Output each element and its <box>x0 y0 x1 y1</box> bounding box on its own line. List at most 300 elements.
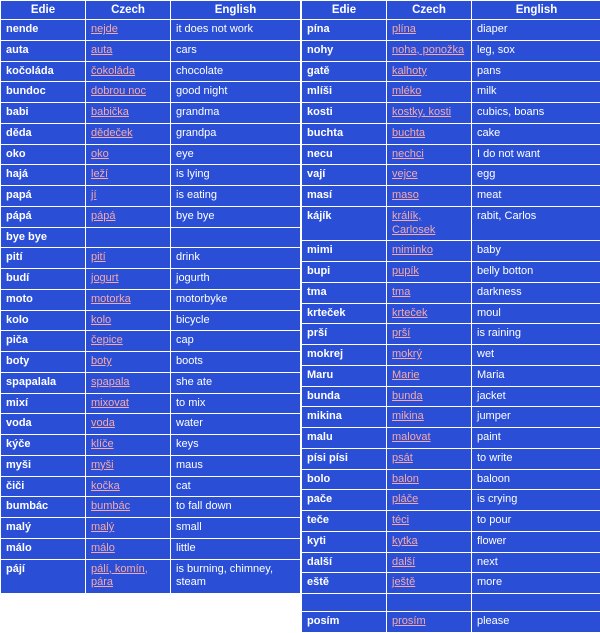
english-term: cubics, boans <box>477 106 544 118</box>
english-term: small <box>176 521 202 533</box>
czech-term: klíče <box>91 438 114 450</box>
cell-english <box>472 365 600 386</box>
column-header-czech: Czech <box>387 1 472 20</box>
table-row <box>302 448 600 469</box>
cell-edie: málo <box>1 538 86 559</box>
cell-english <box>472 241 600 262</box>
cell-edie: gatě <box>302 61 387 82</box>
cell-czech <box>86 103 171 124</box>
cell-czech <box>86 455 171 476</box>
table-row <box>302 82 600 103</box>
table-row <box>302 20 600 41</box>
cell-czech <box>86 331 171 352</box>
cell-edie: voda <box>1 414 86 435</box>
table-row <box>302 552 600 573</box>
czech-term: malovat <box>392 431 431 443</box>
table-row <box>1 455 301 476</box>
cell-czech <box>86 269 171 290</box>
table-row <box>1 559 301 594</box>
cell-czech <box>86 518 171 539</box>
english-term: little <box>176 542 196 554</box>
czech-term: Marie <box>392 369 420 381</box>
cell-edie: kájík <box>302 206 387 241</box>
right-table-body <box>302 20 600 633</box>
table-row <box>302 303 600 324</box>
table-row <box>302 365 600 386</box>
cell-edie: posím <box>302 612 387 633</box>
cell-english <box>472 490 600 511</box>
table-header-row <box>1 1 301 20</box>
cell-edie: papá <box>1 186 86 207</box>
cell-edie: prší <box>302 324 387 345</box>
table-row <box>1 476 301 497</box>
czech-term: králík, Carlosek <box>392 210 435 236</box>
cell-czech <box>387 262 472 283</box>
cell-edie: buchta <box>302 123 387 144</box>
czech-term: krteček <box>392 307 427 319</box>
cell-czech <box>387 365 472 386</box>
cell-czech <box>387 282 472 303</box>
english-term: is crying <box>477 493 517 505</box>
cell-edie: kosti <box>302 103 387 124</box>
cell-czech <box>387 20 472 41</box>
cell-czech <box>86 186 171 207</box>
cell-edie: hajá <box>1 165 86 186</box>
english-term: leg, sox <box>477 44 515 56</box>
cell-english <box>171 206 301 227</box>
cell-czech <box>387 165 472 186</box>
cell-english <box>171 82 301 103</box>
czech-term: plína <box>392 23 416 35</box>
table-row <box>1 144 301 165</box>
english-term: cars <box>176 44 197 56</box>
table-row <box>1 103 301 124</box>
cell-edie: eště <box>302 573 387 594</box>
table-row <box>1 269 301 290</box>
table-row <box>1 538 301 559</box>
table-row <box>1 352 301 373</box>
czech-term: motorka <box>91 293 131 305</box>
cell-english <box>171 372 301 393</box>
cell-czech <box>86 227 171 248</box>
cell-czech <box>86 559 171 594</box>
table-row <box>1 497 301 518</box>
cell-english <box>171 559 301 594</box>
cell-english <box>472 594 600 612</box>
table-row <box>302 206 600 241</box>
table-row <box>302 407 600 428</box>
cell-czech <box>387 448 472 469</box>
cell-english <box>171 393 301 414</box>
cell-edie: masí <box>302 186 387 207</box>
cell-czech <box>86 310 171 331</box>
czech-term: maso <box>392 189 419 201</box>
cell-edie: spapalala <box>1 372 86 393</box>
czech-term: další <box>392 556 415 568</box>
english-term: to mix <box>176 397 205 409</box>
czech-term: malý <box>91 521 114 533</box>
cell-edie: moto <box>1 289 86 310</box>
english-term: egg <box>477 168 495 180</box>
cell-czech <box>387 61 472 82</box>
cell-czech <box>387 144 472 165</box>
english-term: flower <box>477 535 506 547</box>
cell-czech <box>387 345 472 366</box>
czech-term: vejce <box>392 168 418 180</box>
cell-czech <box>387 531 472 552</box>
english-term: boots <box>176 355 203 367</box>
english-term: wet <box>477 348 494 360</box>
column-header-english: English <box>472 1 600 20</box>
cell-english <box>171 538 301 559</box>
table-row <box>302 573 600 594</box>
czech-term: čokoláda <box>91 65 135 77</box>
english-term: jumper <box>477 410 511 422</box>
czech-term: bumbác <box>91 500 130 512</box>
english-term: darkness <box>477 286 522 298</box>
cell-english <box>171 123 301 144</box>
cell-czech <box>86 497 171 518</box>
table-row <box>302 612 600 633</box>
czech-term: miminko <box>392 244 433 256</box>
english-term: pans <box>477 65 501 77</box>
cell-english <box>472 123 600 144</box>
cell-english <box>171 476 301 497</box>
table-row <box>1 82 301 103</box>
table-row <box>302 123 600 144</box>
cell-english <box>472 324 600 345</box>
english-term: belly botton <box>477 265 533 277</box>
czech-term: prosím <box>392 615 426 627</box>
english-term: to fall down <box>176 500 232 512</box>
cell-edie: písi písi <box>302 448 387 469</box>
cell-edie: tma <box>302 282 387 303</box>
table-row <box>302 324 600 345</box>
cell-edie: mimi <box>302 241 387 262</box>
cell-english <box>472 552 600 573</box>
english-term: keys <box>176 438 199 450</box>
cell-english <box>171 497 301 518</box>
czech-term: málo <box>91 542 115 554</box>
cell-czech <box>86 144 171 165</box>
cell-edie: pájí <box>1 559 86 594</box>
cell-english <box>171 352 301 373</box>
cell-edie: nende <box>1 20 86 41</box>
cell-english <box>472 531 600 552</box>
cell-czech <box>387 206 472 241</box>
english-term: chocolate <box>176 65 223 77</box>
english-term: she ate <box>176 376 212 388</box>
cell-english <box>472 407 600 428</box>
czech-term: ještě <box>392 576 415 588</box>
cell-czech <box>86 82 171 103</box>
cell-edie: boty <box>1 352 86 373</box>
cell-english <box>171 227 301 248</box>
czech-term: mléko <box>392 85 421 97</box>
english-term: cake <box>477 127 500 139</box>
table-row <box>1 20 301 41</box>
cell-english <box>472 144 600 165</box>
cell-czech <box>86 123 171 144</box>
cell-czech <box>387 241 472 262</box>
english-term: grandma <box>176 106 219 118</box>
english-term: I do not want <box>477 148 540 160</box>
english-term: it does not work <box>176 23 253 35</box>
table-row <box>302 144 600 165</box>
cell-edie: děda <box>1 123 86 144</box>
english-term: eye <box>176 148 194 160</box>
table-row <box>302 61 600 82</box>
cell-english <box>171 144 301 165</box>
english-term: to pour <box>477 514 511 526</box>
cell-english <box>171 40 301 61</box>
cell-czech <box>387 490 472 511</box>
czech-term: pití <box>91 251 106 263</box>
cell-english <box>171 103 301 124</box>
cell-english <box>472 303 600 324</box>
cell-czech <box>86 248 171 269</box>
cell-czech <box>86 20 171 41</box>
english-term: meat <box>477 189 501 201</box>
cell-czech <box>387 428 472 449</box>
cell-czech <box>86 435 171 456</box>
cell-edie: bupi <box>302 262 387 283</box>
cell-czech <box>387 386 472 407</box>
czech-term: dědeček <box>91 127 133 139</box>
cell-czech <box>86 414 171 435</box>
cell-english <box>472 448 600 469</box>
cell-czech <box>86 289 171 310</box>
cell-english <box>171 414 301 435</box>
cell-edie: pína <box>302 20 387 41</box>
czech-term: jogurt <box>91 272 119 284</box>
table-row <box>1 435 301 456</box>
column-header-edie: Edie <box>1 1 86 20</box>
cell-edie: čiči <box>1 476 86 497</box>
czech-term: psát <box>392 452 413 464</box>
cell-czech <box>387 324 472 345</box>
cell-english <box>171 331 301 352</box>
cell-english <box>472 612 600 633</box>
cell-edie: pače <box>302 490 387 511</box>
czech-term: balon <box>392 473 419 485</box>
cell-czech <box>387 40 472 61</box>
cell-czech <box>387 469 472 490</box>
english-term: is lying <box>176 168 210 180</box>
cell-english <box>472 262 600 283</box>
table-row <box>302 428 600 449</box>
czech-term: leží <box>91 168 108 180</box>
column-header-czech: Czech <box>86 1 171 20</box>
table-row <box>302 386 600 407</box>
english-term: good night <box>176 85 227 97</box>
cell-czech <box>387 186 472 207</box>
cell-czech <box>86 538 171 559</box>
cell-edie: necu <box>302 144 387 165</box>
cell-edie: kýče <box>1 435 86 456</box>
cell-czech <box>387 407 472 428</box>
cell-czech <box>387 103 472 124</box>
cell-edie: babi <box>1 103 86 124</box>
cell-english <box>171 61 301 82</box>
english-term: jogurth <box>176 272 210 284</box>
table-row <box>1 372 301 393</box>
cell-edie: pápá <box>1 206 86 227</box>
english-term: bye bye <box>176 210 215 222</box>
cell-czech <box>387 573 472 594</box>
english-term: maus <box>176 459 203 471</box>
cell-edie <box>302 594 387 612</box>
czech-term: jí <box>91 189 97 201</box>
czech-term: pálí, komín, pára <box>91 563 148 589</box>
english-term: is burning, chimney, steam <box>176 563 273 589</box>
czech-term: bunda <box>392 390 423 402</box>
cell-edie: teče <box>302 511 387 532</box>
table-row <box>1 518 301 539</box>
czech-term: téci <box>392 514 409 526</box>
czech-term: voda <box>91 417 115 429</box>
cell-english <box>472 282 600 303</box>
table-row <box>302 165 600 186</box>
cell-czech <box>86 165 171 186</box>
cell-edie: krteček <box>302 303 387 324</box>
cell-czech <box>387 594 472 612</box>
czech-term: buchta <box>392 127 425 139</box>
cell-english <box>472 82 600 103</box>
table-row <box>302 282 600 303</box>
czech-term: oko <box>91 148 109 160</box>
cell-english <box>171 455 301 476</box>
cell-english <box>171 518 301 539</box>
cell-czech <box>86 61 171 82</box>
table-row <box>302 262 600 283</box>
cell-edie: Maru <box>302 365 387 386</box>
table-row <box>1 40 301 61</box>
cell-edie: mokrej <box>302 345 387 366</box>
cell-english <box>171 310 301 331</box>
table-row <box>1 186 301 207</box>
cell-edie: budí <box>1 269 86 290</box>
english-term: motorbyke <box>176 293 227 305</box>
table-row <box>1 414 301 435</box>
czech-term: prší <box>392 327 410 339</box>
cell-english <box>472 345 600 366</box>
czech-term: dobrou noc <box>91 85 146 97</box>
cell-english <box>472 20 600 41</box>
english-term: cat <box>176 480 191 492</box>
cell-english <box>472 186 600 207</box>
czech-term: mikina <box>392 410 424 422</box>
english-term: Maria <box>477 369 505 381</box>
right-vocabulary-table <box>301 0 600 633</box>
cell-edie: bundoc <box>1 82 86 103</box>
cell-edie: bolo <box>302 469 387 490</box>
cell-edie: bye bye <box>1 227 86 248</box>
cell-english <box>472 511 600 532</box>
cell-edie: kyti <box>302 531 387 552</box>
cell-czech <box>387 552 472 573</box>
czech-term: kostky, kosti <box>392 106 451 118</box>
cell-english <box>472 573 600 594</box>
cell-edie: mikina <box>302 407 387 428</box>
czech-term: nechci <box>392 148 424 160</box>
english-term: baby <box>477 244 501 256</box>
table-row <box>302 469 600 490</box>
czech-term: čepice <box>91 334 123 346</box>
czech-term: noha, ponožka <box>392 44 464 56</box>
cell-czech <box>387 303 472 324</box>
czech-term: kolo <box>91 314 111 326</box>
english-term: please <box>477 615 509 627</box>
cell-edie: piča <box>1 331 86 352</box>
czech-term: pláče <box>392 493 418 505</box>
cell-edie: kočoláda <box>1 61 86 82</box>
cell-czech <box>86 40 171 61</box>
cell-edie: auta <box>1 40 86 61</box>
table-row <box>302 345 600 366</box>
cell-edie: další <box>302 552 387 573</box>
czech-term: kočka <box>91 480 120 492</box>
cell-czech <box>387 123 472 144</box>
english-term: is eating <box>176 189 217 201</box>
czech-term: kalhoty <box>392 65 427 77</box>
english-term: grandpa <box>176 127 216 139</box>
english-term: diaper <box>477 23 508 35</box>
cell-english <box>171 165 301 186</box>
cell-english <box>472 61 600 82</box>
left-table-header <box>1 1 301 20</box>
cell-english <box>171 186 301 207</box>
czech-term: mixovat <box>91 397 129 409</box>
cell-english <box>472 165 600 186</box>
czech-term: tma <box>392 286 410 298</box>
table-row <box>1 227 301 248</box>
cell-english <box>472 386 600 407</box>
cell-english <box>171 20 301 41</box>
left-vocabulary-table <box>0 0 301 594</box>
table-row <box>1 289 301 310</box>
czech-term: spapala <box>91 376 130 388</box>
cell-edie: bumbác <box>1 497 86 518</box>
table-row <box>302 594 600 612</box>
cell-edie: mixí <box>1 393 86 414</box>
english-term: jacket <box>477 390 506 402</box>
cell-czech <box>387 612 472 633</box>
english-term: paint <box>477 431 501 443</box>
column-header-edie: Edie <box>302 1 387 20</box>
cell-english <box>171 269 301 290</box>
cell-czech <box>86 372 171 393</box>
czech-term: pápá <box>91 210 115 222</box>
cell-edie: kolo <box>1 310 86 331</box>
cell-czech <box>86 393 171 414</box>
cell-english <box>472 40 600 61</box>
table-row <box>1 61 301 82</box>
english-term: next <box>477 556 498 568</box>
cell-czech <box>387 511 472 532</box>
cell-edie: bunda <box>302 386 387 407</box>
table-row <box>302 40 600 61</box>
cell-edie: malý <box>1 518 86 539</box>
english-term: cap <box>176 334 194 346</box>
cell-edie: myši <box>1 455 86 476</box>
cell-english <box>171 435 301 456</box>
cell-edie: pití <box>1 248 86 269</box>
cell-english <box>472 206 600 241</box>
column-header-english: English <box>171 1 301 20</box>
cell-english <box>171 289 301 310</box>
english-term: rabit, Carlos <box>477 210 536 222</box>
